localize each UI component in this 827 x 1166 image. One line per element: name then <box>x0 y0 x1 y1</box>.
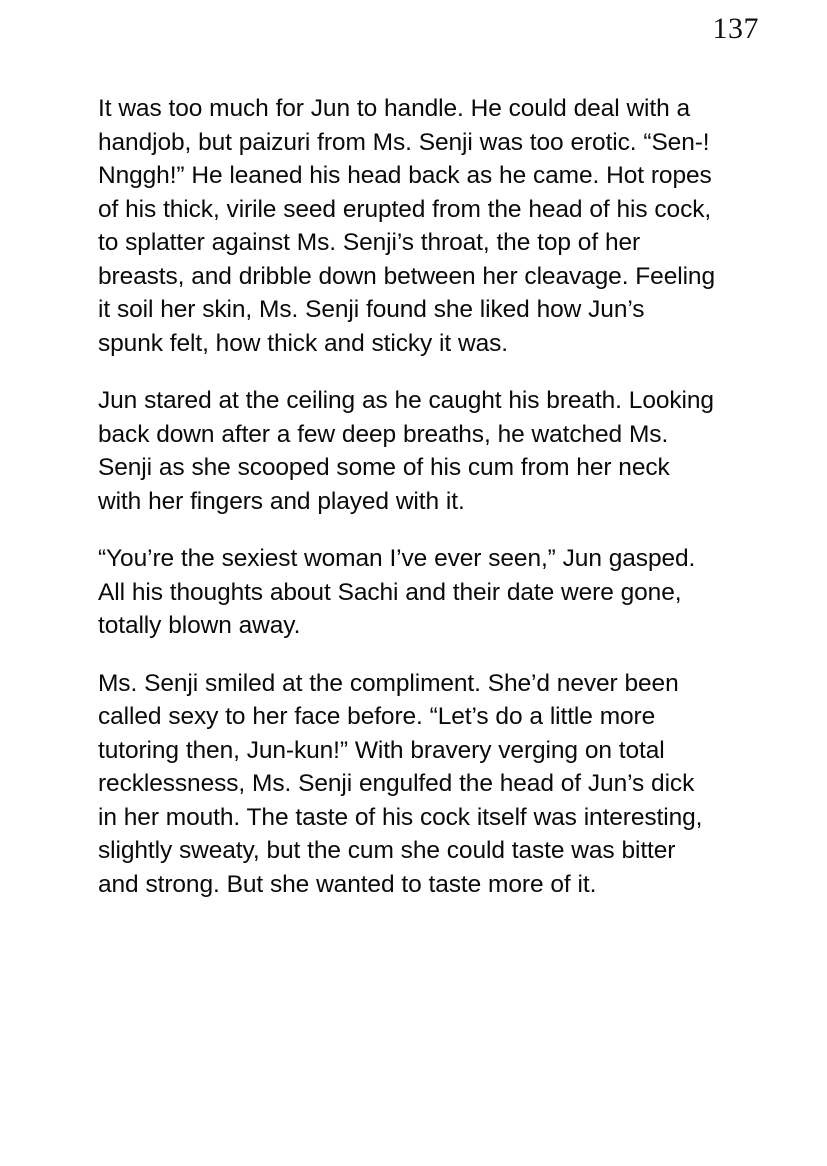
paragraph: Ms. Senji smiled at the compliment. She’d never been called sexy to her face before. “Let’s do a little more tutoring then, Jun-kun!” With bravery verging on total recklessness, Ms. Senji engulfed the head of Jun’s dick in her mouth. The taste of his cock itself was interesting, slightly sweaty, but the cum she could taste was bitter and strong. But she wanted to taste more of it. <box>98 669 703 898</box>
paragraph: Jun stared at the ceiling as he caught his breath. Looking back down after a few deep breaths, he watched Ms. Senji as she scooped some of his cum from her neck with her fingers and played with it. <box>98 387 714 515</box>
paragraph: “You’re the sexiest woman I’ve ever seen,” Jun gasped. All his thoughts about Sachi and their date were gone, totally blown away. <box>98 545 696 639</box>
paragraph: It was too much for Jun to handle. He could deal with a handjob, but paizuri from Ms. Senji was too erotic. “Sen-! Nnggh!” He leaned his head back as he came. Hot ropes of his thick, virile seed erupted from the head of his cock, to splatter against Ms. Senji’s throat, the top of her breasts, and dribble down between her cleavage. Feeling it soil her skin, Ms. Senji found she liked how Jun’s spunk felt, how thick and sticky it was. <box>98 95 715 357</box>
page-body-text <box>98 92 716 901</box>
page-number: 137 <box>712 12 759 45</box>
